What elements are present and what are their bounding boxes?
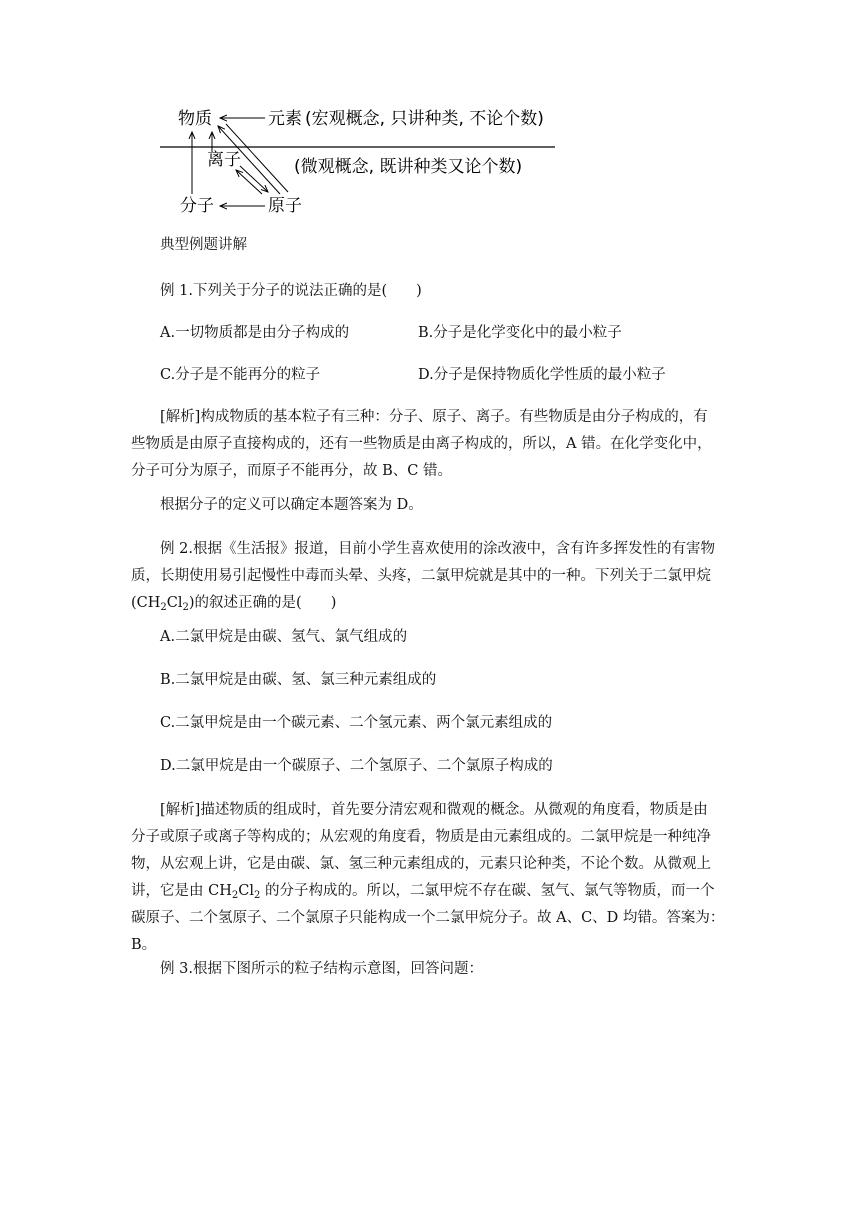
ex2-question-tail: )的叙述正确的是( ) [188, 595, 337, 611]
label-molecule: 分子 [180, 196, 214, 216]
ex1-conclusion: 根据分子的定义可以确定本题答案为 D。 [160, 497, 423, 513]
formula-ch: (CH [131, 595, 161, 611]
ex1-option-b: B.分子是化学变化中的最小粒子 [418, 325, 622, 341]
ex2-option-b: B.二氯甲烷是由碳、氢、氯三种元素组成的 [160, 672, 437, 688]
ex1-analysis-line2: 些物质是由原子直接构成的，还有一些物质是由离子构成的，所以，A 错。在化学变化中， [131, 436, 712, 452]
ex1-option-c: C.分子是不能再分的粒子 [160, 367, 321, 383]
analysis-formula-sub-h: 2 [231, 890, 239, 901]
ex3-question: 例 3.根据下图所示的粒子结构示意图，回答问题： [160, 961, 483, 977]
analysis-formula-ch: 讲，它是由 CH [131, 883, 232, 899]
label-atom: 原子 [268, 196, 302, 216]
ex1-option-a: A.一切物质都是由分子构成的 [160, 325, 350, 341]
ex2-analysis [131, 797, 731, 959]
label-ion: 离子 [207, 150, 241, 170]
formula-sub-cl: 2 [182, 602, 189, 613]
ex2-question-line1: 例 2.根据《生活报》报道，目前小学生喜欢使用的涂改液中，含有许多挥发性的有害物 [160, 541, 715, 557]
ex2-analysis-line4 [131, 878, 731, 905]
ex1-analysis [131, 404, 731, 485]
ex2-analysis-line6: B。 [131, 937, 157, 953]
arrow-ion-to-atom [240, 166, 268, 192]
ex2-analysis-line5: 碳原子、二个氢原子、二个氯原子只能构成一个二氯甲烷分子。故 A、C、D 均错。答案为： [131, 910, 725, 926]
analysis-formula-sub-cl: 2 [253, 890, 261, 901]
ex2-option-a: A.二氯甲烷是由碳、氢气、氯气组成的 [160, 629, 408, 645]
ex1-options-row1 [160, 320, 760, 347]
ex2-option-d: D.二氯甲烷是由一个碳原子、二个氢原子、二个氯原子构成的 [160, 758, 553, 774]
ex1-option-d: D.分子是保持物质化学性质的最小粒子 [418, 367, 666, 383]
ex2-analysis-line1: [解析]描述物质的组成时，首先要分清宏观和微观的概念。从微观的角度看，物质是由 [160, 802, 708, 818]
ex2-analysis-line2: 分子或原子或离子等构成的；从宏观的角度看，物质是由元素组成的。二氯甲烷是一种纯净 [131, 829, 711, 845]
ex2-option-c: C.二氯甲烷是由一个碳元素、二个氢元素、两个氯元素组成的 [160, 715, 553, 731]
concept-diagram [150, 100, 570, 220]
arrow-atom-to-ion [236, 170, 262, 194]
analysis-line4-tail: 的分子构成的。所以，二氯甲烷不存在碳、氢气、氯气等物质，而一个 [260, 883, 715, 899]
ex1-analysis-line1: [解析]构成物质的基本粒子有三种：分子、原子、离子。有些物质是由分子构成的，有 [160, 409, 708, 425]
ex1-options-row2 [160, 362, 760, 389]
formula-sub-h: 2 [160, 602, 167, 613]
label-substance: 物质 [178, 109, 212, 129]
ex1-question: 例 1.下列关于分子的说法正确的是( ) [160, 283, 422, 299]
section-title: 典型例题讲解 [160, 237, 247, 253]
label-macro-note: (宏观概念, 只讲种类, 不论个数) [305, 109, 544, 129]
analysis-formula-cl: Cl [238, 883, 254, 899]
label-micro-note: (微观概念, 既讲种类又论个数) [294, 157, 523, 177]
ex2-question-line2: 质，长期使用易引起慢性中毒而头晕、头疼，二氯甲烷就是其中的一种。下列关于二氯甲烷 [131, 568, 711, 584]
ex2-analysis-line3: 物，从宏观上讲，它是由碳、氯、氢三种元素组成的，元素只论种类，不论个数。从微观上 [131, 856, 711, 872]
ex1-analysis-line3: 分子可分为原子，而原子不能再分，故 B、C 错。 [131, 463, 452, 479]
formula-cl: Cl [166, 595, 183, 611]
label-element: 元素 [268, 109, 302, 129]
ex2-question-line3 [131, 590, 731, 617]
ex2-question [131, 536, 731, 617]
